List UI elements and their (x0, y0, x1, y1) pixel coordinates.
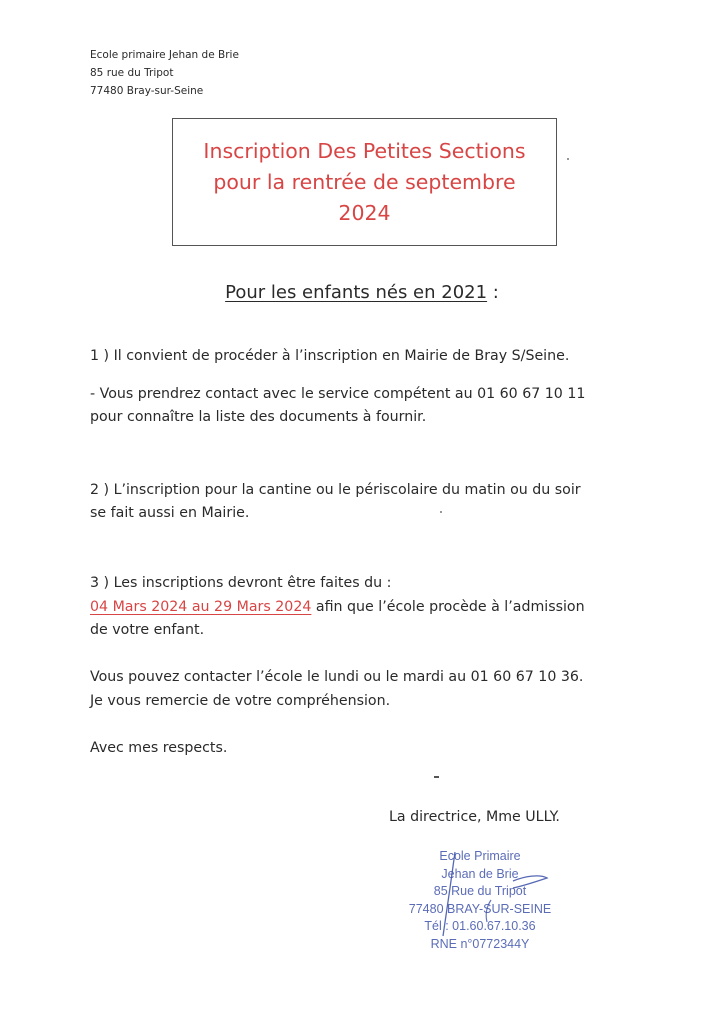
stamp-line-5: Tél : 01.60.67.10.36 (424, 919, 536, 933)
section-3-line-2 (90, 596, 585, 619)
contact-line-1: Vous pouvez contacter l’école le lundi ou le mardi au 01 60 67 10 36. (90, 669, 584, 685)
stamp-line-6: RNE n°0772344Y (430, 936, 530, 951)
stamp-line-3: 85 Rue du Tripot (433, 884, 527, 898)
title-line-3: 2024 (338, 200, 391, 225)
subtitle (0, 282, 724, 303)
section-3-line-2-rest: afin que l’école procède à l’admission (311, 599, 585, 615)
scan-speck (440, 511, 442, 513)
scan-mark (434, 776, 439, 778)
section-3-line-3: de votre enfant. (90, 622, 205, 638)
title-line-2: pour la rentrée de septembre (213, 169, 516, 194)
section-2-line-2: se fait aussi en Mairie. (90, 505, 250, 521)
section-2-line-1: 2 ) L’inscription pour la cantine ou le périscolaire du matin ou du soir (90, 482, 581, 498)
school-stamp (395, 848, 565, 958)
section-1-line-2: - Vous prendrez contact avec le service compétent au 01 60 67 10 11 (90, 386, 586, 402)
sender-street: 85 rue du Tripot (90, 67, 174, 79)
sender-city: 77480 Bray-sur-Seine (90, 85, 204, 97)
section-1-line-1: 1 ) Il convient de procéder à l’inscription en Mairie de Bray S/Seine. (90, 348, 570, 364)
scan-speck (567, 158, 569, 160)
contact-line-2: Je vous remercie de votre compréhension. (90, 693, 391, 709)
title-box (172, 118, 557, 246)
stamp-line-1: Ecole Primaire (439, 849, 521, 863)
sender-address (90, 46, 239, 100)
subtitle-suffix: : (487, 282, 499, 303)
stamp-line-4: 77480 BRAY-SUR-SEINE (408, 901, 552, 916)
subtitle-text: Pour les enfants nés en 2021 (225, 282, 488, 303)
registration-date-range: 04 Mars 2024 au 29 Mars 2024 (90, 599, 312, 615)
section-1-line-3: pour connaître la liste des documents à fournir. (90, 409, 427, 425)
closing-text: Avec mes respects. (90, 740, 228, 756)
sender-school-name: Ecole primaire Jehan de Brie (90, 49, 239, 61)
title-line-1: Inscription Des Petites Sections (203, 138, 526, 163)
section-3-line-1: 3 ) Les inscriptions devront être faites du : (90, 575, 392, 591)
stamp-line-2: Jehan de Brie (441, 866, 519, 881)
signature-line: La directrice, Mme ULLY. (389, 809, 560, 825)
